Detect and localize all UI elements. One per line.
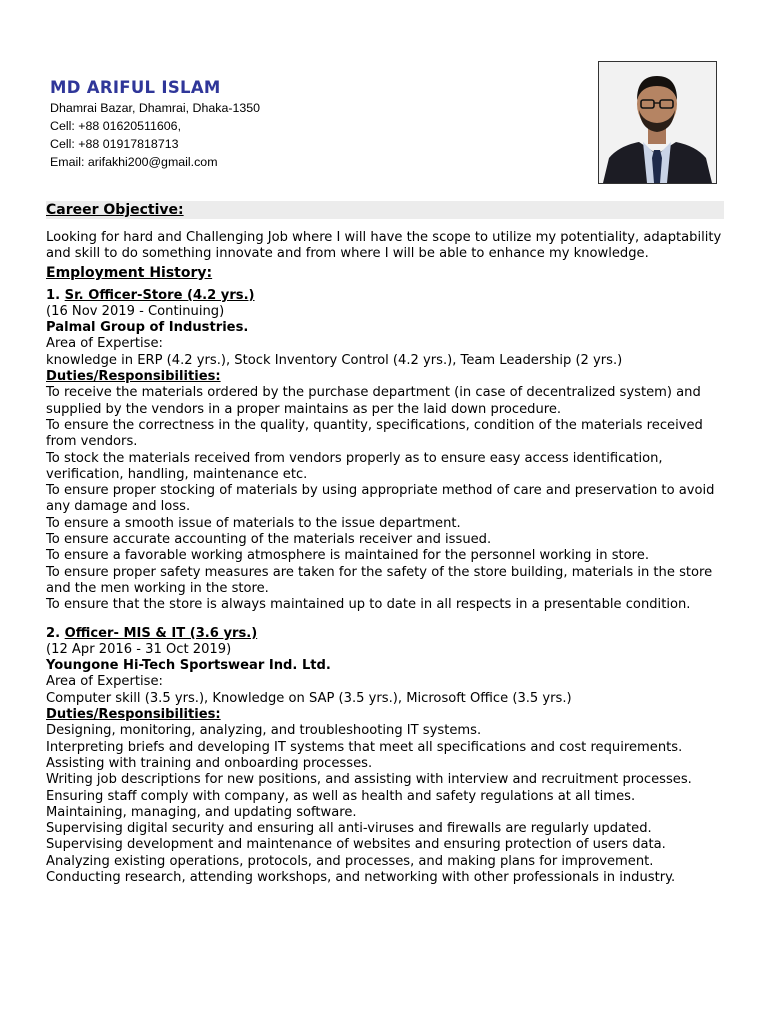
expertise-text: knowledge in ERP (4.2 yrs.), Stock Inventory Control (4.2 yrs.), Team Leadership (2 yrs.) (46, 352, 623, 368)
duty-item: Writing job descriptions for new positions, and assisting with interview and recruitment processes. (46, 772, 692, 788)
duties-list (46, 385, 724, 613)
duty-item: Conducting research, attending workshops, and networking with other professionals in industry. (46, 869, 676, 885)
duty-item: Ensuring staff comply with company, as well as health and safety regulations at all times. (46, 788, 636, 804)
company-name: Youngone Hi-Tech Sportswear Ind. Ltd. (46, 658, 331, 674)
duty-item: Supervising development and maintenance of websites and ensuring protection of users data. (46, 837, 666, 853)
duty-item: Analyzing existing operations, protocols, and processes, and making plans for improvement. (46, 853, 654, 869)
company-name: Palmal Group of Industries. (46, 320, 249, 336)
duties-list (46, 723, 724, 886)
job-title: Officer- MIS & IT (3.6 yrs.) (64, 625, 258, 641)
duty-item: To ensure a smooth issue of materials to the issue department. (46, 515, 461, 531)
contact-info (48, 99, 568, 171)
job-period: (16 Nov 2019 - Continuing) (46, 303, 225, 319)
resume-header (48, 78, 568, 171)
duty-item: To ensure accurate accounting of the materials receiver and issued. (46, 532, 492, 548)
duty-item: Designing, monitoring, analyzing, and troubleshooting IT systems. (46, 723, 482, 739)
job-entry-1 (46, 288, 724, 614)
duty-item: To ensure the correctness in the quality, quantity, specifications, condition of the materials received from vendors. (46, 417, 703, 450)
expertise-text: Computer skill (3.5 yrs.), Knowledge on SAP (3.5 yrs.), Microsoft Office (3.5 yrs.) (46, 690, 572, 706)
profile-photo (598, 61, 717, 184)
duties-label: Duties/Responsibilities: (46, 707, 221, 723)
candidate-name: MD ARIFUL ISLAM (50, 78, 221, 97)
cell-phone-1: Cell: +88 01620511606, (50, 119, 182, 133)
cell-phone-2: Cell: +88 01917818713 (50, 137, 179, 151)
career-objective-heading: Career Objective: (46, 202, 184, 218)
duty-item: To receive the materials ordered by the purchase department (in case of decentralized system) and supplied by the vendors in a proper maintains as per the laid down procedure. (46, 385, 701, 417)
job-number: 1. (46, 287, 61, 303)
duty-item: To stock the materials received from vendors properly as to ensure easy access identification, verification, handling, maintenance etc. (46, 450, 663, 482)
resume-content (46, 201, 724, 886)
duty-item: To ensure that the store is always maintained up to date in all respects in a presentable condition. (46, 597, 691, 613)
duty-item: To ensure a favorable working atmosphere is maintained for the personnel working in store. (46, 548, 649, 564)
job-title: Sr. Officer-Store (4.2 yrs.) (64, 287, 255, 303)
portrait-image (599, 62, 716, 183)
job-entry-2 (46, 626, 724, 887)
duty-item: Supervising digital security and ensuring all anti-viruses and firewalls are regularly updated. (46, 821, 652, 837)
duty-item: To ensure proper safety measures are taken for the safety of the store building, materials in the store and the men working in the store. (46, 564, 713, 596)
expertise-label: Area of Expertise: (46, 674, 163, 690)
job-number: 2. (46, 625, 61, 641)
job-list (46, 288, 724, 887)
duty-item: Maintaining, managing, and updating software. (46, 804, 357, 820)
employment-history-heading: Employment History: (46, 264, 213, 281)
address: Dhamrai Bazar, Dhamrai, Dhaka-1350 (50, 101, 261, 115)
job-period: (12 Apr 2016 - 31 Oct 2019) (46, 641, 232, 657)
career-objective-text: Looking for hard and Challenging Job where I will have the scope to utilize my potentiality, adaptability and skill to do something innovate and from where I will be able to enhance my knowledge. (46, 230, 722, 262)
job-title-row (46, 288, 724, 304)
duty-item: Interpreting briefs and developing IT systems that meet all specifications and cost requirements. (46, 739, 683, 755)
email: Email: arifakhi200@gmail.com (50, 155, 218, 169)
duties-label: Duties/Responsibilities: (46, 369, 221, 385)
job-title-row (46, 626, 724, 642)
duty-item: Assisting with training and onboarding processes. (46, 755, 373, 771)
expertise-label: Area of Expertise: (46, 336, 163, 352)
duty-item: To ensure proper stocking of materials by using appropriate method of care and preservation to avoid any damage and loss. (46, 483, 715, 515)
